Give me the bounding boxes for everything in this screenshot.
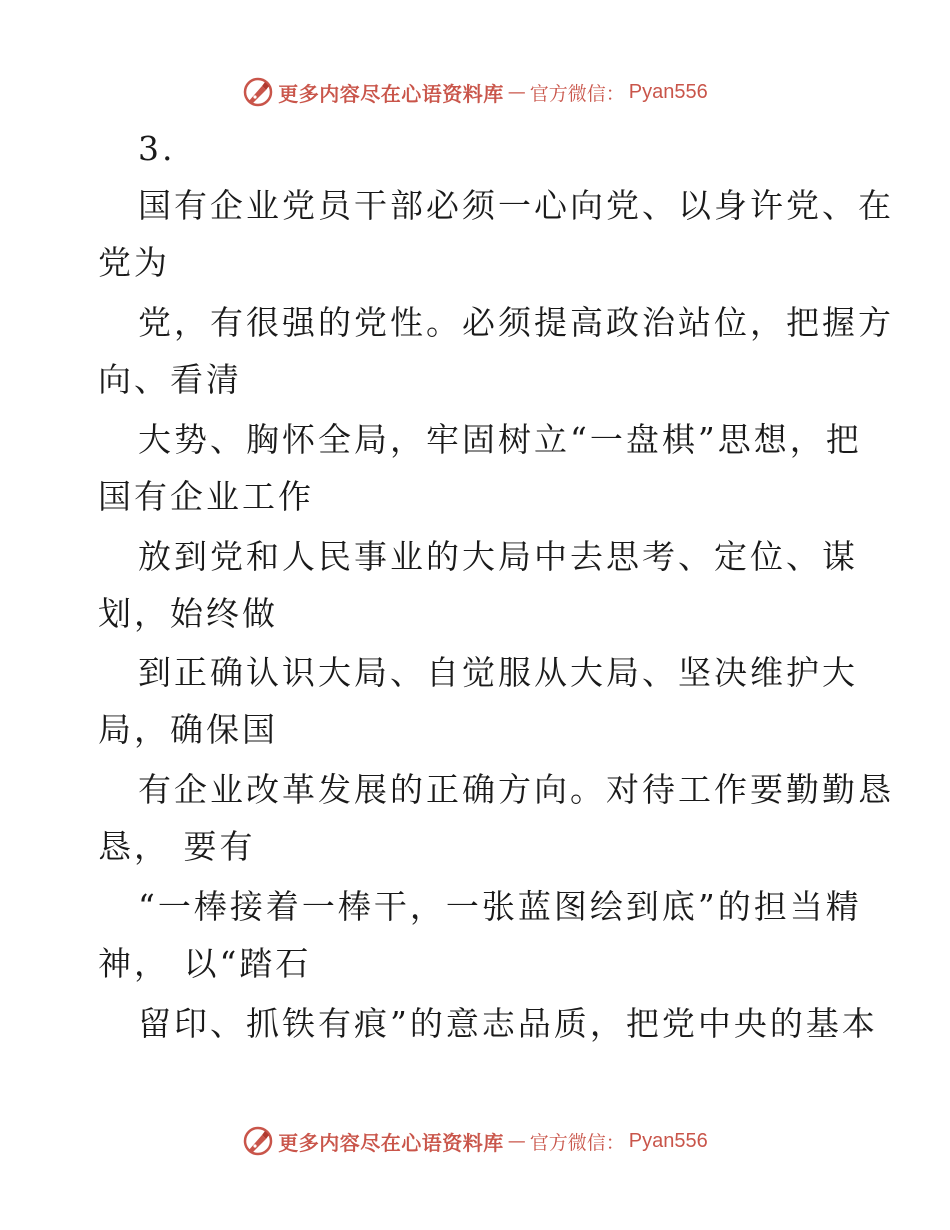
paragraph-line: 有企业改革发展的正确方向。对待工作要勤勤恳 (138, 770, 894, 809)
pen-logo-icon (242, 76, 274, 108)
footer-watermark (0, 1121, 950, 1161)
paragraph-line: 划，始终做 (98, 594, 278, 633)
watermark-brand: 更多内容尽在心语资料库 (278, 1130, 504, 1155)
header-watermark (0, 72, 950, 112)
paragraph-line: 放到党和人民事业的大局中去思考、定位、谋 (138, 537, 858, 576)
watermark-dash: — (507, 1130, 526, 1152)
paragraph-line: 向、看清 (98, 360, 242, 399)
watermark-brand: 更多内容尽在心语资料库 (278, 81, 504, 106)
paragraph-line: 到正确认识大局、自觉服从大局、坚决维护大 (138, 653, 858, 692)
paragraph-line: 恳， 要有 (98, 827, 256, 866)
paragraph-line: 国有企业党员干部必须一心向党、以身许党、在 (138, 186, 894, 225)
paragraph-line: 党为 (98, 243, 170, 282)
pen-logo-icon (242, 1125, 274, 1157)
watermark-id: Pyan556 (628, 80, 708, 103)
paragraph-line: 国有企业工作 (98, 477, 314, 516)
watermark-id: Pyan556 (628, 1129, 708, 1152)
paragraph-line: 神， 以“踏石 (98, 944, 312, 983)
section-number: 3. (138, 129, 176, 168)
watermark-dash: — (507, 81, 526, 103)
paragraph-line: 党，有很强的党性。必须提高政治站位，把握方 (138, 303, 894, 342)
paragraph-line: 局，确保国 (98, 710, 278, 749)
watermark-official: 官方微信： (529, 1131, 625, 1154)
paragraph-line: 留印、抓铁有痕”的意志品质，把党中央的基本 (138, 1004, 878, 1043)
paragraph-line: “一棒接着一棒干，一张蓝图绘到底”的担当精 (138, 887, 862, 926)
watermark-official: 官方微信： (529, 82, 625, 105)
paragraph-line: 大势、胸怀全局，牢固树立“一盘棋”思想，把 (138, 420, 862, 459)
